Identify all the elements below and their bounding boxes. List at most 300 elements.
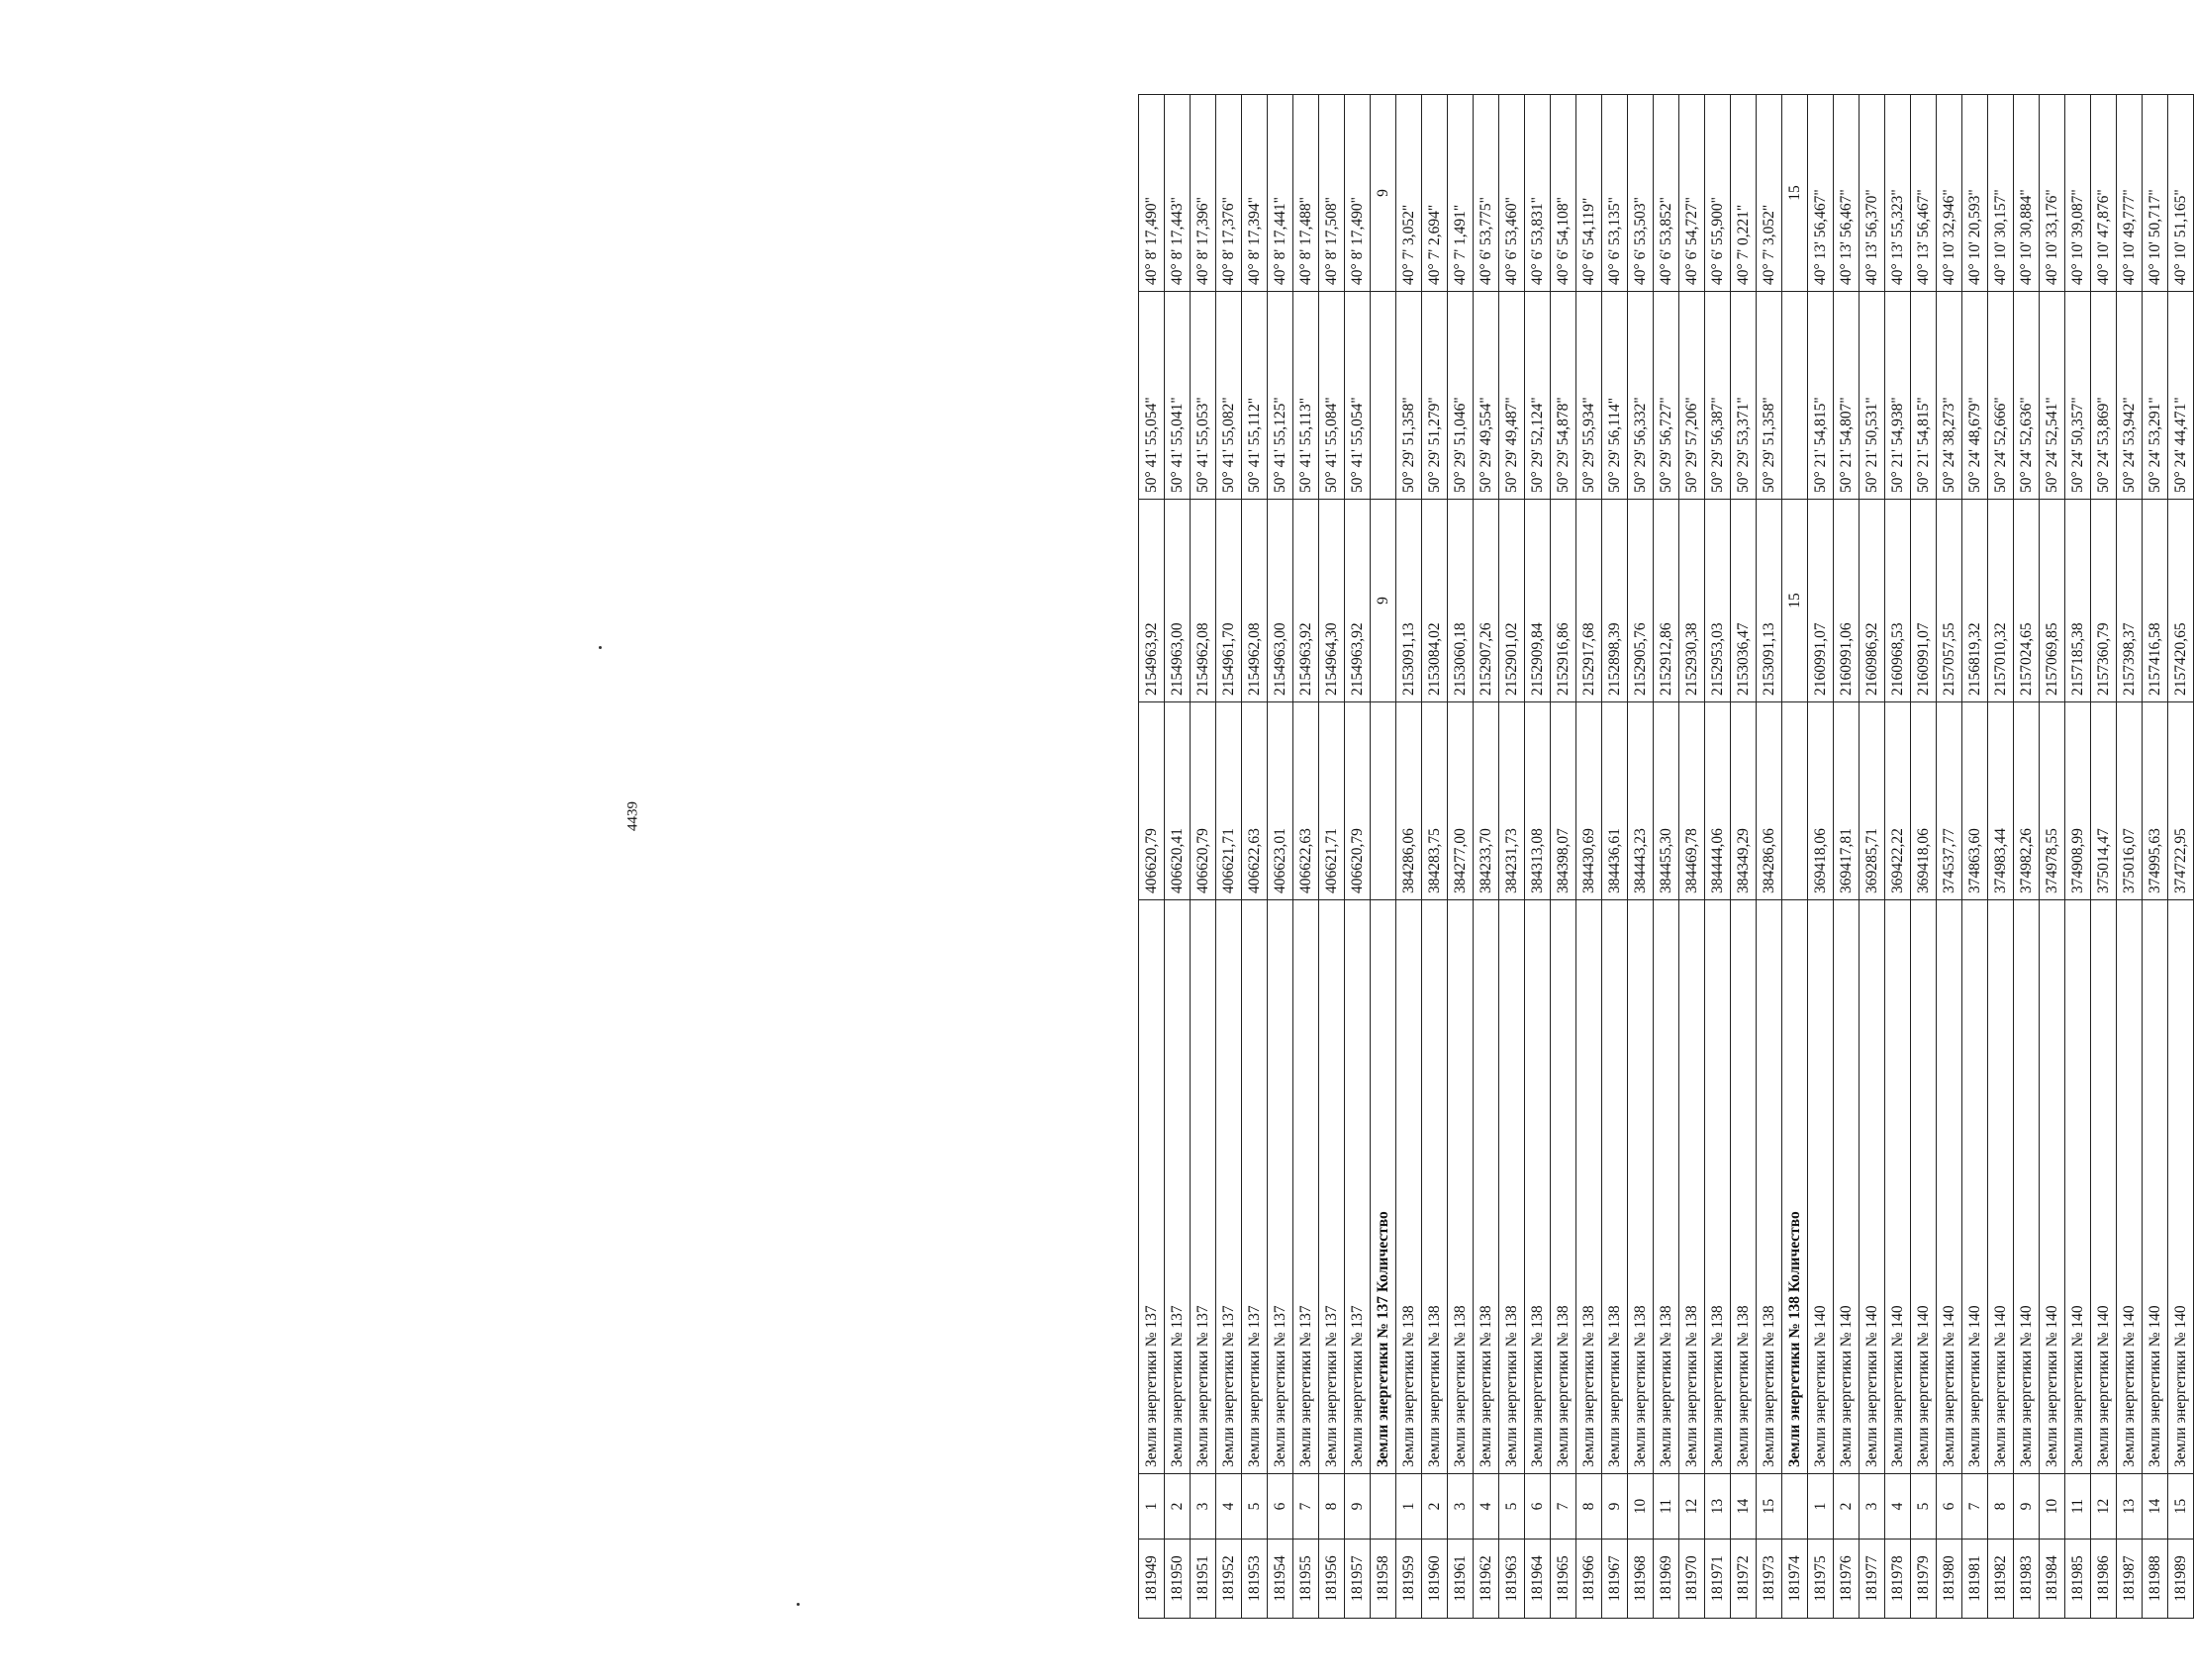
row-id-cell: 181968 [1628,1540,1654,1619]
table-row [1576,95,1602,1619]
row-id-cell: 181972 [1731,1540,1757,1619]
point-number-cell: 3 [1860,1474,1885,1540]
y-coordinate-cell: 9 [1371,500,1396,702]
longitude-cell: 40° 6' 53,135" [1602,95,1628,292]
table-row [1525,95,1551,1619]
longitude-cell: 40° 8' 17,441" [1268,95,1293,292]
x-coordinate-cell: 369418,06 [1911,702,1937,900]
land-name-cell: Земли энергетики № 140 [2091,900,2117,1474]
row-id-cell: 181967 [1602,1540,1628,1619]
x-coordinate-cell: 384436,61 [1602,702,1628,900]
longitude-cell: 40° 13' 56,467" [1834,95,1860,292]
land-name-cell: Земли энергетики № 138 [1679,900,1705,1474]
latitude-cell: 50° 24' 53,942" [2117,292,2143,500]
x-coordinate-cell: 374978,55 [2040,702,2065,900]
table-row [1551,95,1576,1619]
x-coordinate-cell: 369417,81 [1834,702,1860,900]
row-id-cell: 181969 [1654,1540,1679,1619]
point-number-cell: 2 [1422,1474,1448,1540]
row-id-cell: 181960 [1422,1540,1448,1619]
table-row [2040,95,2065,1619]
x-coordinate-cell: 374983,44 [1988,702,2014,900]
latitude-cell: 50° 29' 56,114" [1602,292,1628,500]
latitude-cell: 50° 24' 44,471" [2168,292,2194,500]
x-coordinate-cell: 374995,63 [2143,702,2168,900]
row-id-cell: 181978 [1885,1540,1911,1619]
row-id-cell: 181980 [1937,1540,1962,1619]
longitude-cell: 40° 6' 53,460" [1499,95,1525,292]
table-row [1499,95,1525,1619]
point-number-cell: 13 [1705,1474,1731,1540]
latitude-cell: 50° 41' 55,053" [1191,292,1216,500]
land-name-cell: Земли энергетики № 140 [1808,900,1834,1474]
point-number-cell: 6 [1937,1474,1962,1540]
summary-row [1782,95,1808,1619]
row-id-cell: 181963 [1499,1540,1525,1619]
longitude-cell: 40° 10' 39,087" [2065,95,2091,292]
table-row [1474,95,1499,1619]
row-id-cell: 181983 [2014,1540,2040,1619]
longitude-cell: 40° 8' 17,394" [1242,95,1268,292]
table-row [2117,95,2143,1619]
latitude-cell: 50° 41' 55,125" [1268,292,1293,500]
y-coordinate-cell: 2154963,00 [1165,500,1191,702]
latitude-cell: 50° 24' 50,357" [2065,292,2091,500]
x-coordinate-cell: 369422,22 [1885,702,1911,900]
x-coordinate-cell: 384313,08 [1525,702,1551,900]
point-number-cell: 14 [2143,1474,2168,1540]
land-name-cell: Земли энергетики № 137 Количество [1371,900,1396,1474]
table-row [1422,95,1448,1619]
land-name-cell: Земли энергетики № 137 [1216,900,1242,1474]
longitude-cell: 40° 13' 55,323" [1885,95,1911,292]
table-row [1191,95,1216,1619]
y-coordinate-cell: 2152953,03 [1705,500,1731,702]
table-row [1988,95,2014,1619]
x-coordinate-cell: 384231,73 [1499,702,1525,900]
latitude-cell: 50° 41' 55,082" [1216,292,1242,500]
row-id-cell: 181964 [1525,1540,1551,1619]
latitude-cell: 50° 41' 55,054" [1345,292,1371,500]
y-coordinate-cell: 2157416,58 [2143,500,2168,702]
y-coordinate-cell: 2153091,13 [1757,500,1782,702]
latitude-cell: 50° 24' 38,273" [1937,292,1962,500]
table-row [1885,95,1911,1619]
latitude-cell: 50° 29' 56,332" [1628,292,1654,500]
x-coordinate-cell: 406623,01 [1268,702,1293,900]
longitude-cell: 40° 8' 17,508" [1319,95,1345,292]
longitude-cell: 40° 10' 30,884" [2014,95,2040,292]
y-coordinate-cell: 2152898,39 [1602,500,1628,702]
latitude-cell: 50° 21' 54,938" [1885,292,1911,500]
land-name-cell: Земли энергетики № 138 Количество [1782,900,1808,1474]
y-coordinate-cell: 2157010,32 [1988,500,2014,702]
row-id-cell: 181982 [1988,1540,2014,1619]
land-name-cell: Земли энергетики № 140 [1860,900,1885,1474]
longitude-cell: 40° 10' 30,157" [1988,95,2014,292]
x-coordinate-cell: 384349,29 [1731,702,1757,900]
y-coordinate-cell: 2154963,92 [1139,500,1165,702]
y-coordinate-cell: 2152916,86 [1551,500,1576,702]
point-number-cell: 10 [1628,1474,1654,1540]
point-number-cell: 3 [1448,1474,1474,1540]
latitude-cell: 50° 24' 48,679" [1962,292,1988,500]
table-row [1602,95,1628,1619]
longitude-cell: 40° 8' 17,396" [1191,95,1216,292]
table-row [2168,95,2194,1619]
point-number-cell: 2 [1834,1474,1860,1540]
land-name-cell: Земли энергетики № 138 [1576,900,1602,1474]
y-coordinate-cell: 2157420,65 [2168,500,2194,702]
point-number-cell: 11 [2065,1474,2091,1540]
row-id-cell: 181962 [1474,1540,1499,1619]
land-name-cell: Земли энергетики № 138 [1474,900,1499,1474]
land-name-cell: Земли энергетики № 140 [1911,900,1937,1474]
longitude-cell: 40° 10' 32,946" [1937,95,1962,292]
latitude-cell: 50° 29' 51,279" [1422,292,1448,500]
land-name-cell: Земли энергетики № 140 [2117,900,2143,1474]
latitude-cell: 50° 21' 50,531" [1860,292,1885,500]
land-name-cell: Земли энергетики № 138 [1499,900,1525,1474]
row-id-cell: 181961 [1448,1540,1474,1619]
table-row [2091,95,2117,1619]
land-name-cell: Земли энергетики № 138 [1448,900,1474,1474]
latitude-cell: 50° 41' 55,112" [1242,292,1268,500]
latitude-cell: 50° 29' 49,487" [1499,292,1525,500]
point-number-cell [1371,1474,1396,1540]
point-number-cell: 14 [1731,1474,1757,1540]
point-number-cell: 7 [1962,1474,1988,1540]
row-id-cell: 181979 [1911,1540,1937,1619]
longitude-cell: 40° 7' 2,694" [1422,95,1448,292]
summary-row [1371,95,1396,1619]
y-coordinate-cell: 2154962,08 [1191,500,1216,702]
longitude-cell: 40° 7' 3,052" [1396,95,1422,292]
land-name-cell: Земли энергетики № 140 [1988,900,2014,1474]
longitude-cell: 40° 8' 17,443" [1165,95,1191,292]
land-name-cell: Земли энергетики № 138 [1757,900,1782,1474]
y-coordinate-cell: 2152905,76 [1628,500,1654,702]
longitude-cell: 40° 6' 53,775" [1474,95,1499,292]
x-coordinate-cell: 384283,75 [1422,702,1448,900]
latitude-cell: 50° 24' 53,869" [2091,292,2117,500]
table-row [2143,95,2168,1619]
row-id-cell: 181966 [1576,1540,1602,1619]
table-row [1654,95,1679,1619]
table-row [2014,95,2040,1619]
table-row [1937,95,1962,1619]
latitude-cell: 50° 29' 54,878" [1551,292,1576,500]
table-row [1679,95,1705,1619]
x-coordinate-cell: 406620,79 [1139,702,1165,900]
page-number: 4439 [624,801,641,831]
x-coordinate-cell: 406622,63 [1242,702,1268,900]
latitude-cell: 50° 24' 53,291" [2143,292,2168,500]
y-coordinate-cell: 2152917,68 [1576,500,1602,702]
point-number-cell: 11 [1654,1474,1679,1540]
latitude-cell: 50° 41' 55,041" [1165,292,1191,500]
table-row [1757,95,1782,1619]
row-id-cell: 181954 [1268,1540,1293,1619]
x-coordinate-cell: 374537,77 [1937,702,1962,900]
longitude-cell: 9 [1371,95,1396,292]
latitude-cell: 50° 29' 56,387" [1705,292,1731,500]
table-row [2065,95,2091,1619]
point-number-cell: 6 [1268,1474,1293,1540]
land-name-cell: Земли энергетики № 138 [1628,900,1654,1474]
row-id-cell: 181955 [1293,1540,1319,1619]
land-name-cell: Земли энергетики № 138 [1705,900,1731,1474]
x-coordinate-cell: 369418,06 [1808,702,1834,900]
x-coordinate-cell: 374863,60 [1962,702,1988,900]
point-number-cell: 13 [2117,1474,2143,1540]
row-id-cell: 181959 [1396,1540,1422,1619]
point-number-cell: 7 [1551,1474,1576,1540]
x-coordinate-cell: 384277,00 [1448,702,1474,900]
latitude-cell: 50° 41' 55,084" [1319,292,1345,500]
longitude-cell: 40° 6' 54,119" [1576,95,1602,292]
point-number-cell: 9 [1602,1474,1628,1540]
row-id-cell: 181977 [1860,1540,1885,1619]
latitude-cell: 50° 24' 52,636" [2014,292,2040,500]
table-row [1834,95,1860,1619]
land-name-cell: Земли энергетики № 137 [1165,900,1191,1474]
x-coordinate-cell: 384443,23 [1628,702,1654,900]
point-number-cell: 3 [1191,1474,1216,1540]
point-number-cell: 12 [1679,1474,1705,1540]
point-number-cell: 9 [2014,1474,2040,1540]
row-id-cell: 181952 [1216,1540,1242,1619]
land-name-cell: Земли энергетики № 138 [1422,900,1448,1474]
land-name-cell: Земли энергетики № 140 [1962,900,1988,1474]
latitude-cell: 50° 29' 51,046" [1448,292,1474,500]
y-coordinate-cell: 2156819,32 [1962,500,1988,702]
table-row [1396,95,1422,1619]
land-name-cell: Земли энергетики № 138 [1551,900,1576,1474]
latitude-cell: 50° 29' 57,206" [1679,292,1705,500]
registry-table-wrapper [1138,95,2189,1619]
y-coordinate-cell: 2160991,06 [1834,500,1860,702]
land-name-cell: Земли энергетики № 140 [2040,900,2065,1474]
x-coordinate-cell: 406622,63 [1293,702,1319,900]
longitude-cell: 40° 6' 55,900" [1705,95,1731,292]
latitude-cell: 50° 29' 49,554" [1474,292,1499,500]
latitude-cell: 50° 41' 55,113" [1293,292,1319,500]
coordinates-table [1138,94,2194,1619]
table-row [1448,95,1474,1619]
land-name-cell: Земли энергетики № 137 [1191,900,1216,1474]
table-row [1705,95,1731,1619]
latitude-cell: 50° 41' 55,054" [1139,292,1165,500]
x-coordinate-cell: 384286,06 [1396,702,1422,900]
row-id-cell: 181988 [2143,1540,2168,1619]
land-name-cell: Земли энергетики № 140 [2065,900,2091,1474]
table-row [1860,95,1885,1619]
table-row [1216,95,1242,1619]
table-row [1911,95,1937,1619]
land-name-cell: Земли энергетики № 138 [1731,900,1757,1474]
latitude-cell: 50° 29' 55,934" [1576,292,1602,500]
row-id-cell: 181951 [1191,1540,1216,1619]
x-coordinate-cell: 406621,71 [1319,702,1345,900]
row-id-cell: 181976 [1834,1540,1860,1619]
row-id-cell: 181975 [1808,1540,1834,1619]
longitude-cell: 40° 8' 17,376" [1216,95,1242,292]
row-id-cell: 181986 [2091,1540,2117,1619]
x-coordinate-cell: 374908,99 [2065,702,2091,900]
latitude-cell: 50° 29' 56,727" [1654,292,1679,500]
point-number-cell: 10 [2040,1474,2065,1540]
longitude-cell: 40° 13' 56,467" [1911,95,1937,292]
latitude-cell: 50° 29' 52,124" [1525,292,1551,500]
point-number-cell: 6 [1525,1474,1551,1540]
x-coordinate-cell: 406620,79 [1345,702,1371,900]
x-coordinate-cell: 406621,71 [1216,702,1242,900]
row-id-cell: 181985 [2065,1540,2091,1619]
y-coordinate-cell: 2153084,02 [1422,500,1448,702]
latitude-cell: 50° 29' 51,358" [1757,292,1782,500]
point-number-cell: 1 [1139,1474,1165,1540]
row-id-cell: 181965 [1551,1540,1576,1619]
table-row [1268,95,1293,1619]
y-coordinate-cell: 2160968,53 [1885,500,1911,702]
longitude-cell: 40° 7' 3,052" [1757,95,1782,292]
latitude-cell [1371,292,1396,500]
table-row [1293,95,1319,1619]
latitude-cell: 50° 29' 51,358" [1396,292,1422,500]
row-id-cell: 181950 [1165,1540,1191,1619]
point-number-cell: 9 [1345,1474,1371,1540]
latitude-cell: 50° 21' 54,807" [1834,292,1860,500]
x-coordinate-cell: 369285,71 [1860,702,1885,900]
x-coordinate-cell: 384469,78 [1679,702,1705,900]
x-coordinate-cell: 375016,07 [2117,702,2143,900]
y-coordinate-cell: 2153091,13 [1396,500,1422,702]
x-coordinate-cell: 406620,79 [1191,702,1216,900]
longitude-cell: 40° 7' 1,491" [1448,95,1474,292]
row-id-cell: 181974 [1782,1540,1808,1619]
point-number-cell: 4 [1474,1474,1499,1540]
row-id-cell: 181981 [1962,1540,1988,1619]
land-name-cell: Земли энергетики № 137 [1345,900,1371,1474]
y-coordinate-cell: 2153060,18 [1448,500,1474,702]
land-name-cell: Земли энергетики № 137 [1319,900,1345,1474]
latitude-cell: 50° 29' 53,371" [1731,292,1757,500]
y-coordinate-cell: 2154963,00 [1268,500,1293,702]
y-coordinate-cell: 2154963,92 [1293,500,1319,702]
land-name-cell: Земли энергетики № 137 [1293,900,1319,1474]
y-coordinate-cell: 2152901,02 [1499,500,1525,702]
row-id-cell: 181970 [1679,1540,1705,1619]
x-coordinate-cell: 406620,41 [1165,702,1191,900]
table-row [1962,95,1988,1619]
point-number-cell: 15 [1757,1474,1782,1540]
land-name-cell: Земли энергетики № 140 [1885,900,1911,1474]
row-id-cell: 181949 [1139,1540,1165,1619]
row-id-cell: 181953 [1242,1540,1268,1619]
y-coordinate-cell: 2154962,08 [1242,500,1268,702]
row-id-cell: 181973 [1757,1540,1782,1619]
row-id-cell: 181987 [2117,1540,2143,1619]
longitude-cell: 40° 6' 53,852" [1654,95,1679,292]
longitude-cell: 40° 7' 0,221" [1731,95,1757,292]
x-coordinate-cell: 384430,69 [1576,702,1602,900]
x-coordinate-cell: 384286,06 [1757,702,1782,900]
latitude-cell [1782,292,1808,500]
x-coordinate-cell: 384444,06 [1705,702,1731,900]
longitude-cell: 40° 8' 17,488" [1293,95,1319,292]
longitude-cell: 40° 8' 17,490" [1139,95,1165,292]
longitude-cell: 40° 10' 50,717" [2143,95,2168,292]
y-coordinate-cell: 2154963,92 [1345,500,1371,702]
point-number-cell: 5 [1242,1474,1268,1540]
x-coordinate-cell [1782,702,1808,900]
row-id-cell: 181957 [1345,1540,1371,1619]
land-name-cell: Земли энергетики № 140 [2143,900,2168,1474]
y-coordinate-cell: 2157024,65 [2014,500,2040,702]
row-id-cell: 181971 [1705,1540,1731,1619]
row-id-cell: 181958 [1371,1540,1396,1619]
y-coordinate-cell: 2160991,07 [1808,500,1834,702]
latitude-cell: 50° 21' 54,815" [1808,292,1834,500]
table-row [1319,95,1345,1619]
point-number-cell: 1 [1396,1474,1422,1540]
land-name-cell: Земли энергетики № 137 [1268,900,1293,1474]
scan-speck [599,646,602,649]
table-row [1345,95,1371,1619]
y-coordinate-cell: 2154964,30 [1319,500,1345,702]
table-row [1242,95,1268,1619]
y-coordinate-cell: 2153036,47 [1731,500,1757,702]
x-coordinate-cell: 374982,26 [2014,702,2040,900]
row-id-cell: 181984 [2040,1540,2065,1619]
land-name-cell: Земли энергетики № 138 [1602,900,1628,1474]
point-number-cell: 4 [1885,1474,1911,1540]
point-number-cell: 12 [2091,1474,2117,1540]
y-coordinate-cell: 2157185,38 [2065,500,2091,702]
land-name-cell: Земли энергетики № 140 [2168,900,2194,1474]
y-coordinate-cell: 2160991,07 [1911,500,1937,702]
row-id-cell: 181956 [1319,1540,1345,1619]
land-name-cell: Земли энергетики № 140 [1834,900,1860,1474]
longitude-cell: 40° 13' 56,467" [1808,95,1834,292]
y-coordinate-cell: 15 [1782,500,1808,702]
x-coordinate-cell [1371,702,1396,900]
table-row [1139,95,1165,1619]
point-number-cell: 15 [2168,1474,2194,1540]
longitude-cell: 40° 6' 54,108" [1551,95,1576,292]
y-coordinate-cell: 2157398,37 [2117,500,2143,702]
longitude-cell: 40° 6' 53,831" [1525,95,1551,292]
x-coordinate-cell: 384398,07 [1551,702,1576,900]
point-number-cell: 4 [1216,1474,1242,1540]
table-row [1165,95,1191,1619]
y-coordinate-cell: 2152907,26 [1474,500,1499,702]
longitude-cell: 40° 6' 53,503" [1628,95,1654,292]
longitude-cell: 40° 10' 20,593" [1962,95,1988,292]
longitude-cell: 15 [1782,95,1808,292]
table-row [1808,95,1834,1619]
y-coordinate-cell: 2154961,70 [1216,500,1242,702]
y-coordinate-cell: 2152930,38 [1679,500,1705,702]
point-number-cell: 2 [1165,1474,1191,1540]
longitude-cell: 40° 10' 47,876" [2091,95,2117,292]
longitude-cell: 40° 10' 49,777" [2117,95,2143,292]
x-coordinate-cell: 384233,70 [1474,702,1499,900]
land-name-cell: Земли энергетики № 138 [1396,900,1422,1474]
longitude-cell: 40° 6' 54,727" [1679,95,1705,292]
y-coordinate-cell: 2152909,84 [1525,500,1551,702]
